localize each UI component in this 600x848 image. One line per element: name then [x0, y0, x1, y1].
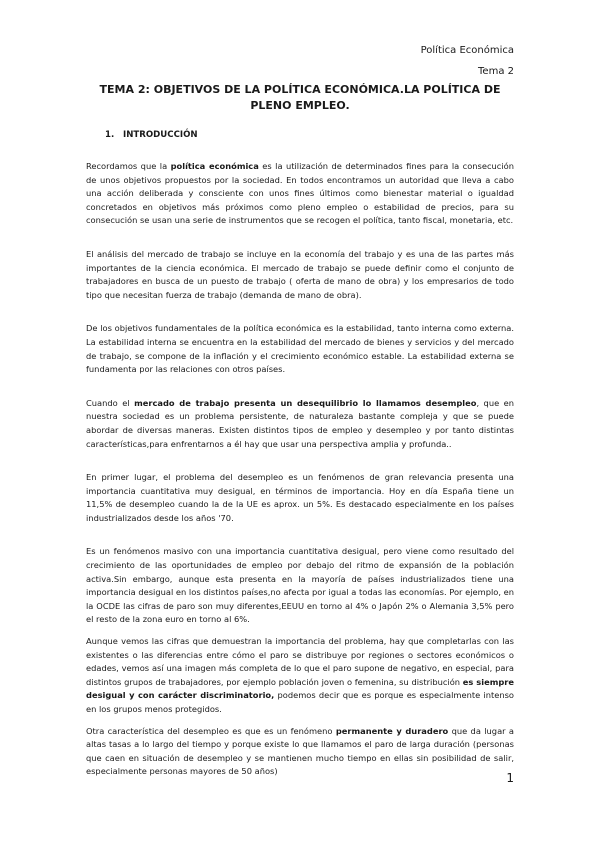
section-heading: [105, 130, 198, 140]
paragraph-7: Aunque vemos las cifras que demuestran la importancia del problema, hay que completarlas con las existentes o las diferencias entre cómo el paro se distribuye por regiones o sectores económicos o edades, vemos así una imagen más completa de lo que el paro supone de negativo, en especial, para distintos grupos de trabajadores, por ejemplo población joven o femenina, su distribución es siempre desigual y con carácter discriminatorio, podemos decir que es porque es especialmente intenso en los grupos menos protegidos.: [86, 636, 514, 714]
paragraph-8: Otra característica del desempleo es que es un fenómeno permanente y duradero que da lugar a altas tasas a lo largo del tiempo y porque existe lo que llamamos el paro de larga duración (personas que caen en situación de desempleo y se mantienen mucho tiempo en ellas sin posibilidad de salir, especialmente personas mayores de 50 años): [86, 725, 514, 777]
document-title: TEMA 2: OBJETIVOS DE LA POLÍTICA ECONÓMICA.LA POLÍTICA DE PLENO EMPLEO.: [99, 83, 501, 112]
paragraph-1: Recordamos que la política económica es la utilización de determinados fines para la consecución de unos objetivos propuestos por la sociedad. En todos encontramos un autoridad que lleva a cabo una acción deliberada y consciente con unos fines últimos como bienestar material o igualdad concretados en objetivos más próximos como pleno empleo o estabilidad de precios, para su consecución se usan una serie de instrumentos que se recogen el política, tanto fiscal, monetaria, etc.: [86, 161, 515, 226]
paragraph-6: Es un fenómenos masivo con una importancia cuantitativa desigual, pero viene como resultado del crecimiento de las oportunidades de empleo por debajo del ritmo de expansión de la población activa.Sin embargo, aunque esta presenta en la mayoría de países industrializados tiene una importancia desigual en los distintos países,no afecta por igual a todas las economías. Por ejemplo, en la OCDE las cifras de paro son muy diferentes,EEUU en torno al 4% o Japón 2% o Alemania 3,5% pero el resto de la zona euro en torno al 6%.: [86, 546, 514, 625]
page-header: [421, 40, 514, 82]
header-subject: Política Económica: [420, 45, 514, 56]
page-number: 1: [506, 771, 514, 785]
paragraph-4: Cuando el mercado de trabajo presenta un desequilibrio lo llamamos desempleo, que en nuestra sociedad es un problema persistente, de naturaleza bastante compleja y que se puede abordar de diversas maneras. Existen distintos tipos de empleo y desempleo y por tanto distintas características,para enfrentarnos a él hay que usar una perspectiva amplia y profunda..: [86, 397, 515, 449]
bold-term: política económica: [170, 161, 259, 171]
paragraph-5: En primer lugar, el problema del desempleo es un fenómenos de gran relevancia presenta una importancia cuantitativa muy desigual, en términos de importancia. Hoy en día España tiene un 11,5% de desempleo cuando la de la UE es aprox. un 5%. Es destacado especialmente en los países industrializados desde los años '70.: [86, 472, 514, 523]
document-body: [86, 160, 514, 779]
bold-term: mercado de trabajo presenta un desequilibrio lo llamamos desempleo: [134, 397, 477, 408]
bold-term: permanente y duradero: [335, 725, 449, 736]
paragraph-2: El análisis del mercado de trabajo se incluye en la economía del trabajo y es una de las partes más importantes de la ciencia económica. El mercado de trabajo se puede definir como el conjunto de trabajadores en busca de un puesto de trabajo ( oferta de mano de obra) y los empresarios de todo tipo que necesitan fuerza de trabajo (demanda de mano de obra).: [86, 248, 514, 300]
bold-term: es siempre desigual y con carácter discriminatorio,: [86, 676, 514, 701]
header-topic: Tema 2: [478, 66, 514, 77]
section-number: 1.: [105, 130, 115, 140]
paragraph-3: De los objetivos fundamentales de la política económica es la estabilidad, tanto interna como externa. La estabilidad interna se encuentra en la estabilidad del mercado de bienes y servicios y del mercado de trabajo, se compone de la inflación y el crecimiento económico estable. La estabilidad externa se fundamenta por las relaciones con otros países.: [86, 323, 514, 375]
section-label: INTRODUCCIÓN: [123, 130, 198, 140]
